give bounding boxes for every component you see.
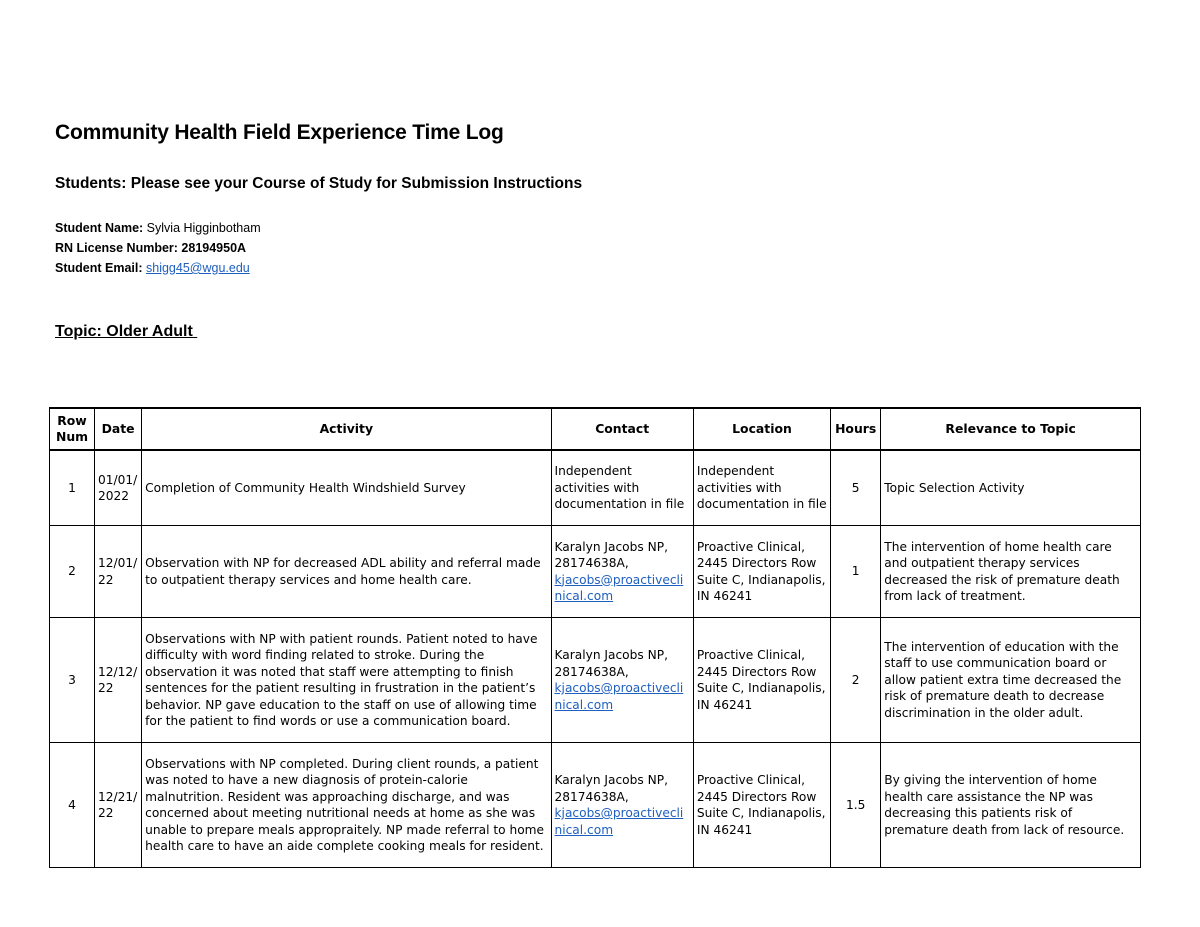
contact-text: Independent activities with documentation in file bbox=[554, 464, 685, 512]
contact-text: Karalyn Jacobs NP, 28174638A, bbox=[554, 539, 668, 570]
cell-contact bbox=[551, 526, 693, 618]
cell-location: Independent activities with documentation in file bbox=[693, 450, 830, 526]
cell-hours: 5 bbox=[831, 450, 881, 526]
cell-contact bbox=[551, 618, 693, 743]
student-email-link[interactable]: shigg45@wgu.edu bbox=[146, 261, 250, 275]
student-name-label: Student Name: bbox=[55, 221, 144, 235]
contact-text: Karalyn Jacobs NP, 28174638A, bbox=[554, 773, 668, 804]
cell-contact bbox=[551, 743, 693, 868]
cell-activity: Observations with NP with patient rounds. Patient noted to have difficulty with word finding related to stroke. During the observation it was noted that staff were attempting to finish sentences for the patient resulting in frustration in the patient’s behavior. NP gave education to the staff on use of allowing time for the patient to find words or use a communication board. bbox=[142, 618, 551, 743]
document-title: Community Health Field Experience Time Log bbox=[55, 121, 504, 144]
contact-email-link[interactable]: kjacobs@proactiveclinical.com bbox=[554, 572, 684, 603]
student-email-label: Student Email: bbox=[55, 261, 143, 275]
contact-email-link[interactable]: kjacobs@proactiveclinical.com bbox=[554, 681, 684, 712]
cell-date: 01/01/2022 bbox=[95, 450, 142, 526]
cell-row-num: 4 bbox=[50, 743, 95, 868]
topic-heading: Topic: Older Adult bbox=[55, 323, 198, 340]
header-date: Date bbox=[95, 408, 142, 450]
cell-relevance: Topic Selection Activity bbox=[881, 450, 1141, 526]
cell-row-num: 2 bbox=[50, 526, 95, 618]
student-name-line bbox=[55, 218, 261, 238]
cell-activity: Completion of Community Health Windshield Survey bbox=[142, 450, 551, 526]
contact-email-link[interactable]: kjacobs@proactiveclinical.com bbox=[554, 806, 684, 837]
cell-relevance: By giving the intervention of home health care assistance the NP was decreasing this patients risk of premature death from lack of resource. bbox=[881, 743, 1141, 868]
header-hours: Hours bbox=[831, 408, 881, 450]
cell-location: Proactive Clinical, 2445 Directors Row Suite C, Indianapolis, IN 46241 bbox=[693, 618, 830, 743]
rn-license-value: 28194950A bbox=[177, 241, 247, 255]
student-name-value: Sylvia Higginbotham bbox=[143, 221, 261, 235]
cell-relevance: The intervention of home health care and outpatient therapy services decreased the risk of premature death from lack of treatment. bbox=[881, 526, 1141, 618]
document-subtitle: Students: Please see your Course of Study for Submission Instructions bbox=[55, 175, 583, 192]
cell-contact bbox=[551, 450, 693, 526]
cell-hours: 1 bbox=[831, 526, 881, 618]
table-row bbox=[50, 450, 1141, 526]
table-row bbox=[50, 618, 1141, 743]
cell-row-num: 3 bbox=[50, 618, 95, 743]
header-contact: Contact bbox=[551, 408, 693, 450]
cell-location: Proactive Clinical, 2445 Directors Row Suite C, Indianapolis, IN 46241 bbox=[693, 526, 830, 618]
contact-text: Karalyn Jacobs NP, 28174638A, bbox=[554, 648, 668, 679]
table-header-row bbox=[50, 408, 1141, 450]
cell-date: 12/01/22 bbox=[95, 526, 142, 618]
cell-row-num: 1 bbox=[50, 450, 95, 526]
rn-license-label: RN License Number: bbox=[55, 241, 178, 255]
cell-date: 12/12/22 bbox=[95, 618, 142, 743]
rn-license-line bbox=[55, 238, 246, 258]
cell-activity: Observations with NP completed. During client rounds, a patient was noted to have a new diagnosis of protein-calorie malnutrition. Resident was approaching discharge, and was concerned about meeting nutritional needs at home as she was unable to prepare meals appropraitely. NP made referral to home health care to have an aide complete cooking meals for resident. bbox=[142, 743, 551, 868]
cell-relevance: The intervention of education with the staff to use communication board or allow patient extra time decreased the risk of premature death to decrease discrimination in the older adult. bbox=[881, 618, 1141, 743]
header-row-num: Row Num bbox=[50, 408, 95, 450]
time-log-table bbox=[49, 407, 1141, 868]
cell-date: 12/21/22 bbox=[95, 743, 142, 868]
header-activity: Activity bbox=[142, 408, 551, 450]
table-row bbox=[50, 743, 1141, 868]
cell-activity: Observation with NP for decreased ADL ability and referral made to outpatient therapy services and home health care. bbox=[142, 526, 551, 618]
cell-hours: 2 bbox=[831, 618, 881, 743]
header-relevance: Relevance to Topic bbox=[881, 408, 1141, 450]
cell-location: Proactive Clinical, 2445 Directors Row Suite C, Indianapolis, IN 46241 bbox=[693, 743, 830, 868]
header-location: Location bbox=[693, 408, 830, 450]
table-row bbox=[50, 526, 1141, 618]
student-email-line bbox=[55, 258, 250, 278]
cell-hours: 1.5 bbox=[831, 743, 881, 868]
